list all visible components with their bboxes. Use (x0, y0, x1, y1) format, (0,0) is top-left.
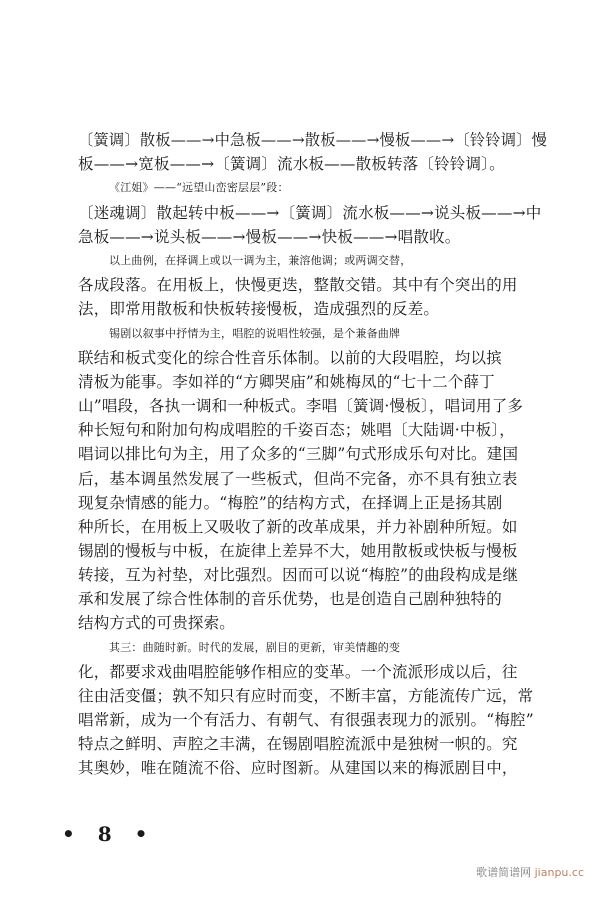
text-line: 往由活变僵；孰不知只有应时而变，不断丰富，方能流传广远，常 (78, 687, 534, 705)
text-line: 其奥妙，唯在随流不俗、应时图新。从建国以来的梅派剧目中， (78, 759, 518, 777)
text-line: 种长短句和附加句构成唱腔的千姿百态；姚唱〔大陆调·中板〕， (78, 421, 515, 439)
text-line: 山”唱段，各执一调和一种板式。李唱〔簧调·慢板〕，唱词用了多 (78, 397, 524, 415)
text-line: 各成段落。在用板上，快慢更迭，整散交错。其中有个突出的用 (78, 276, 518, 294)
text-line: 板——→宽板——→〔簧调〕流水板——散板转落〔铃铃调〕。 (78, 155, 505, 173)
text-line: 以上曲例，在择调上或以一调为主，兼溶他调；或两调交替， (109, 254, 412, 267)
watermark (476, 864, 584, 880)
text-line: 〔迷魂调〕散起转中板——→〔簧调〕流水板——→说头板——→中 (78, 204, 542, 222)
text-line: 种所长，在用板上又吸收了新的改革成果，并力补剧种所短。如 (78, 518, 518, 536)
text-line: 后，基本调虽然发展了一些板式，但尚不完备，亦不具有独立表 (78, 470, 518, 488)
text-line: 转接，互为衬垫，对比强烈。因而可以说“梅腔”的曲段构成是继 (78, 566, 519, 584)
text-line: 化，都要求戏曲唱腔能够作相应的变革。一个流派形成以后，往 (78, 663, 518, 681)
text-line: 《江姐》——“远望山峦密层层”段： (109, 181, 289, 194)
watermark-site: 歌谱简谱网 (476, 866, 532, 879)
text-line: 急板——→说头板——→慢板——→快板——→唱散收。 (78, 228, 461, 246)
text-line: 结构方式的可贵探索。 (78, 614, 236, 632)
text-line: 联结和板式变化的综合性音乐体制。以前的大段唱腔，均以摈 (78, 349, 502, 367)
text-line: 现复杂情感的能力。“梅腔”的结构方式，在择调上正是扬其剧 (78, 494, 503, 512)
text-line: 其三：曲随时新。时代的发展，剧目的更新，审美情趣的变 (109, 641, 401, 654)
page-number: • 8 • (62, 822, 156, 846)
watermark-domain: jianpu.cc (534, 866, 584, 879)
text-line: 锡剧的慢板与中板，在旋律上差异不大，她用散板或快板与慢板 (78, 542, 518, 560)
text-line: 唱常新，成为一个有活力、有朝气、有很强表现力的派别。“梅腔” (78, 711, 534, 729)
text-line: 法，即常用散板和快板转接慢板，造成强烈的反差。 (78, 300, 440, 318)
text-line: 清板为能事。李如祥的“方卿哭庙”和姚梅凤的“七十二个薛丁 (78, 373, 495, 391)
text-line: 〔簧调〕散板——→中急板——→散板——→慢板——→〔铃铃调〕慢 (78, 131, 548, 149)
text-line: 特点之鲜明、声腔之丰满，在锡剧唱腔流派中是独树一帜的。究 (78, 735, 518, 753)
text-line: 唱词以排比句为主，用了众多的“三脚”句式形成乐句对比。建国 (78, 445, 519, 463)
text-line: 承和发展了综合性体制的音乐优势，也是创造自己剧种独特的 (78, 590, 502, 608)
text-line: 锡剧以叙事中抒情为主，唱腔的说唱性较强，是个兼备曲牌 (109, 327, 401, 340)
